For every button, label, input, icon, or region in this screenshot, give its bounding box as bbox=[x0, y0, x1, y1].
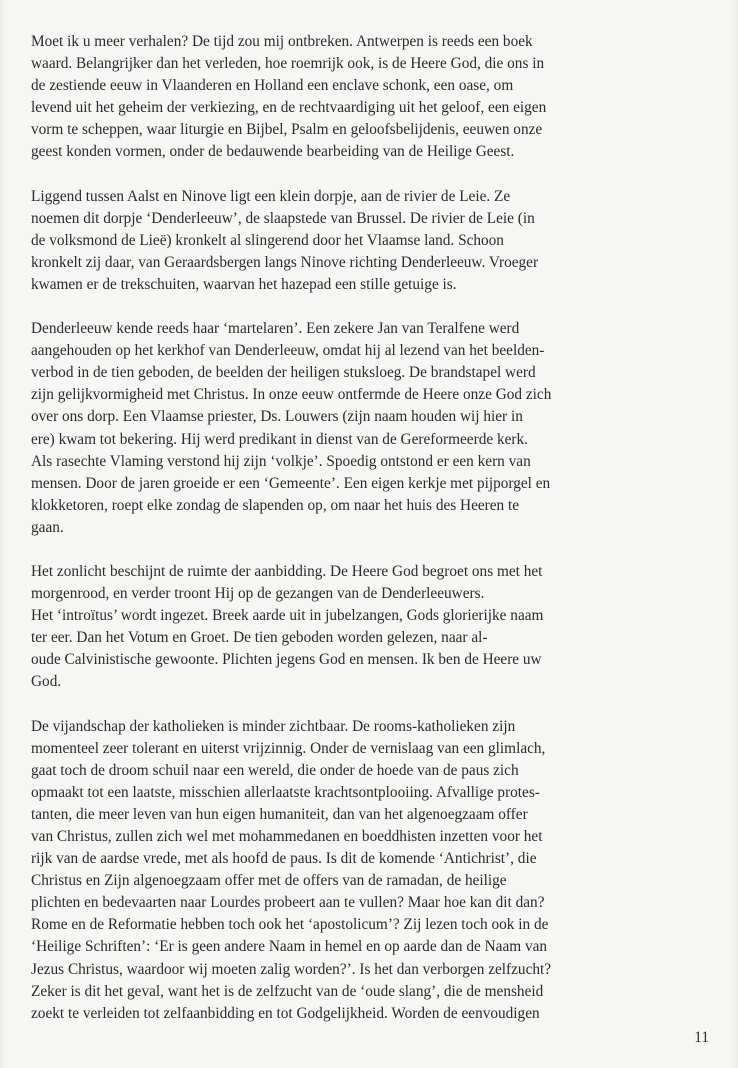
text-line: zijn gelijkvormigheid met Christus. In onze eeuw ontfermde de Heere onze God zich bbox=[31, 386, 552, 404]
text-line: Het ‘introïtus’ wordt ingezet. Breek aarde uit in jubelzangen, Gods glorierijke naam bbox=[31, 607, 544, 625]
paragraph bbox=[31, 716, 717, 1025]
text-line: Rome en de Reformatie hebben toch ook het ‘apostolicum’? Zij lezen toch ook in de bbox=[31, 916, 549, 934]
text-line: momenteel zeer tolerant en uiterst vrijzinnig. Onder de vernislaag van een glimlach, bbox=[31, 739, 546, 757]
text-line: Het zonlicht beschijnt de ruimte der aanbidding. De Heere God begroet ons met het bbox=[31, 562, 543, 580]
text-line: Jezus Christus, waardoor wij moeten zalig worden?’. Is het dan verborgen zelfzucht? bbox=[31, 960, 552, 978]
page-number: 11 bbox=[694, 1029, 709, 1046]
paragraph bbox=[31, 31, 717, 164]
text-line: waard. Belangrijker dan het verleden, hoe roemrijk ook, is de Heere God, die ons in bbox=[31, 55, 545, 73]
text-line: tanten, die meer leven van hun eigen humaniteit, dan van het algenoegzaam offer bbox=[31, 805, 528, 823]
text-line: de volksmond de Lieë) kronkelt al slingerend door het Vlaamse land. Schoon bbox=[31, 231, 504, 249]
text-line: zoekt te verleiden tot zelfaanbidding en tot Godgelijkheid. Worden de eenvoudigen bbox=[31, 1004, 540, 1022]
paragraph bbox=[31, 318, 717, 539]
text-line: Liggend tussen Aalst en Ninove ligt een klein dorpje, aan de rivier de Leie. Ze bbox=[31, 187, 511, 205]
text-line: Zeker is dit het geval, want het is de zelfzucht van de ‘oude slang’, die de mensheid bbox=[31, 982, 544, 1000]
text-line: ‘Heilige Schriften’: ‘Er is geen andere Naam in hemel en op aarde dan de Naam van bbox=[31, 938, 548, 956]
text-line: over ons dorp. Een Vlaamse priester, Ds. Louwers (zijn naam houden wij hier in bbox=[31, 408, 523, 426]
text-line: levend uit het geheim der verkiezing, en de rechtvaardiging uit het geloof, een eigen bbox=[31, 99, 547, 117]
text-line: gaat toch de droom schuil naar een wereld, die onder de hoede van de paus zich bbox=[31, 761, 519, 779]
text-line: van Christus, zullen zich wel met mohammedanen en boeddhisten inzetten voor het bbox=[31, 828, 543, 845]
text-line: geest konden vormen, onder de bedauwende bearbeiding van de Heilige Geest. bbox=[31, 143, 515, 161]
text-line: Moet ik u meer verhalen? De tijd zou mij ontbreken. Antwerpen is reeds een boek bbox=[31, 33, 533, 50]
text-line: ere) kwam tot bekering. Hij werd predikant in dienst van de Gereformeerde kerk. bbox=[31, 430, 528, 448]
text-line: kwamen er de trekschuiten, waarvan het hazepad een stille getuige is. bbox=[31, 275, 457, 293]
text-line: God. bbox=[31, 673, 62, 691]
text-line: rijk van de aardse vrede, met als hoofd de paus. Is dit de komende ‘Antichrist’, die bbox=[31, 850, 537, 868]
body-text bbox=[31, 31, 717, 1025]
text-line: Als rasechte Vlaming verstond hij zijn ‘volkje’. Spoedig ontstond er een kern van bbox=[31, 452, 531, 470]
text-line: aangehouden op het kerkhof van Denderleeuw, omdat hij al lezend van het beelden- bbox=[31, 342, 545, 360]
text-line: Christus en Zijn algenoegzaam offer met de offers van de ramadan, de heilige bbox=[31, 872, 507, 890]
paragraph bbox=[31, 561, 717, 694]
text-line: mensen. Door de jaren groeide er een ‘Gemeente’. Een eigen kerkje met pijporgel en bbox=[31, 474, 551, 492]
text-line: noemen dit dorpje ‘Denderleeuw’, de slaapstede van Brussel. De rivier de Leie (in bbox=[31, 209, 535, 227]
text-line: oude Calvinistische gewoonte. Plichten jegens God en mensen. Ik ben de Heere uw bbox=[31, 651, 542, 669]
text-line: kronkelt zij daar, van Geraardsbergen langs Ninove richting Denderleeuw. Vroeger bbox=[31, 253, 539, 271]
text-line: verbod in de tien geboden, de beelden der heiligen stuksloeg. De brandstapel werd bbox=[31, 364, 536, 382]
text-line: Denderleeuw kende reeds haar ‘martelaren’. Een zekere Jan van Teralfene werd bbox=[31, 320, 520, 338]
text-line: de zestiende eeuw in Vlaanderen en Holland een enclave schonk, een oase, om bbox=[31, 77, 514, 95]
paragraph bbox=[31, 186, 717, 296]
text-line: ter eer. Dan het Votum en Groet. De tien geboden worden gelezen, naar al- bbox=[31, 629, 488, 647]
text-line: opmaakt tot een laatste, misschien allerlaatste krachtsontplooiing. Afvallige protes- bbox=[31, 783, 540, 801]
text-line: vorm te scheppen, waar liturgie en Bijbel, Psalm en geloofsbelijdenis, eeuwen onze bbox=[31, 121, 543, 139]
text-line: De vijandschap der katholieken is minder zichtbaar. De rooms-katholieken zijn bbox=[31, 717, 516, 735]
text-line: plichten en bedevaarten naar Lourdes probeert aan te vullen? Maar hoe kan dit dan? bbox=[31, 894, 545, 912]
text-line: morgenrood, en verder troont Hij op de gezangen van de Denderleeuwers. bbox=[31, 585, 485, 603]
text-line: gaan. bbox=[31, 518, 64, 536]
text-line: klokketoren, roept elke zondag de slapenden op, om naar het huis des Heeren te bbox=[31, 496, 520, 514]
